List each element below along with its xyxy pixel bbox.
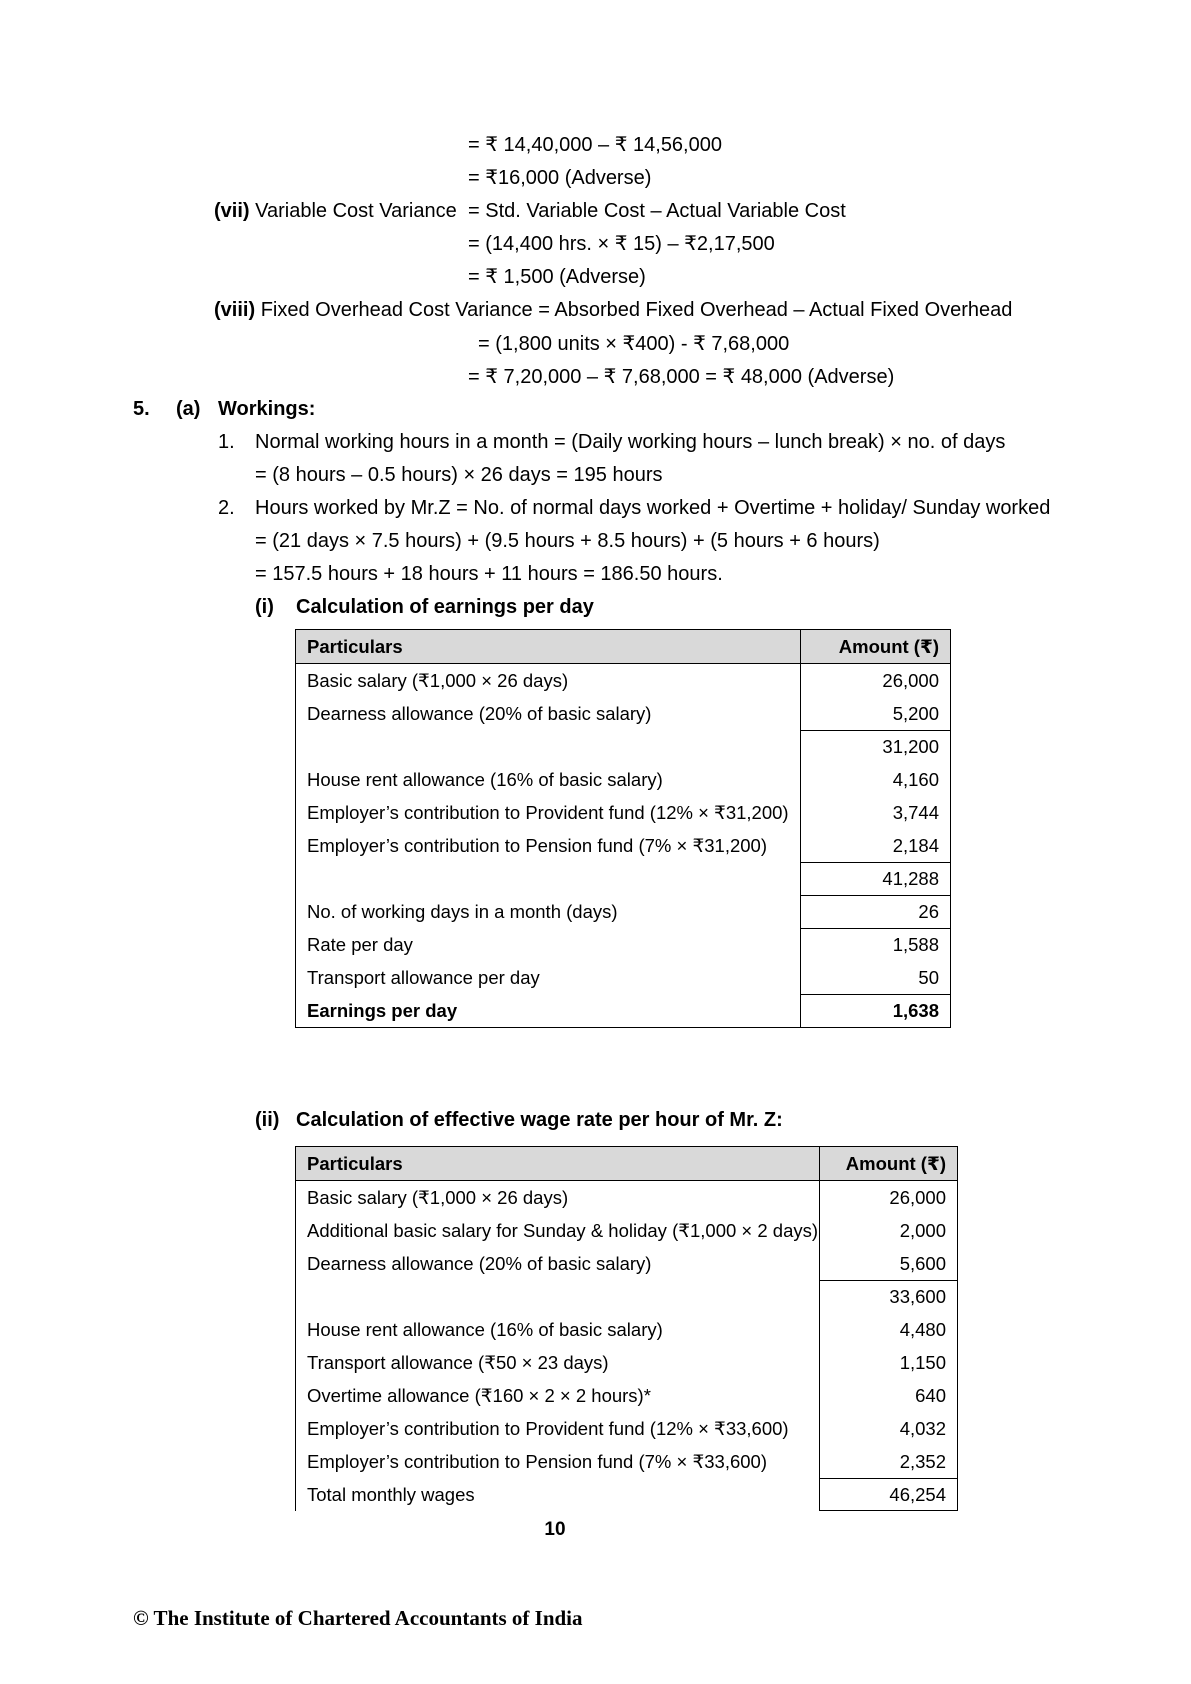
amount-cell: 640: [819, 1379, 957, 1412]
table-row: [296, 1214, 957, 1247]
particulars-cell: House rent allowance (16% of basic salary): [307, 768, 663, 790]
equation-line: = ₹ 14,40,000 – ₹ 14,56,000: [468, 134, 722, 156]
amount-cell: 2,000: [819, 1214, 957, 1247]
table-row: [296, 961, 950, 994]
amount-cell: 26: [800, 895, 950, 928]
table-row: [296, 928, 950, 961]
particulars-cell: Basic salary (₹1,000 × 26 days): [307, 669, 569, 691]
particulars-cell: Transport allowance per day: [307, 966, 540, 988]
subsection-i-title: Calculation of earnings per day: [296, 596, 594, 618]
equation-line: = ₹ 7,20,000 – ₹ 7,68,000 = ₹ 48,000 (Adverse): [468, 366, 895, 388]
item-viii-title: Fixed Overhead Cost Variance = Absorbed Fixed Overhead – Actual Fixed Overhead: [260, 299, 1013, 321]
amount-cell: 2,352: [819, 1445, 957, 1478]
table-row: [296, 664, 950, 697]
amount-cell: 5,600: [819, 1247, 957, 1280]
working-1-line-1: Normal working hours in a month = (Daily working hours – lunch break) × no. of days: [255, 431, 1006, 453]
table-row: [296, 796, 950, 829]
equation-line: = ₹ 1,500 (Adverse): [468, 266, 646, 288]
amount-cell: 5,200: [800, 697, 950, 730]
amount-cell: 50: [800, 961, 950, 994]
particulars-cell: House rent allowance (16% of basic salary): [307, 1318, 663, 1340]
table-header-row: [296, 630, 950, 664]
item-viii-label: [214, 298, 1012, 322]
amount-cell: 41,288: [800, 862, 950, 895]
amount-cell: 3,744: [800, 796, 950, 829]
subsection-i-number: (i): [255, 596, 274, 618]
table-row: [296, 1412, 957, 1445]
particulars-cell: Employer’s contribution to Provident fund (12% × ₹33,600): [307, 1417, 789, 1439]
particulars-header: Particulars: [307, 1152, 403, 1174]
section-subletter: (a): [176, 398, 201, 420]
table-row: [296, 1346, 957, 1379]
amount-cell: 1,588: [800, 928, 950, 961]
particulars-cell: Dearness allowance (20% of basic salary): [307, 702, 652, 724]
copyright-footer: © The Institute of Chartered Accountants of India: [133, 1606, 583, 1630]
table-row: [296, 763, 950, 796]
amount-cell: 1,638: [800, 994, 950, 1027]
particulars-header: Particulars: [307, 635, 403, 657]
working-2-line-2: = (21 days × 7.5 hours) + (9.5 hours + 8.5 hours) + (5 hours + 6 hours): [255, 530, 880, 552]
table-row: [296, 994, 950, 1027]
working-2-number: 2.: [218, 497, 235, 519]
amount-header: Amount (₹): [819, 1147, 957, 1180]
working-2-line-1: Hours worked by Mr.Z = No. of normal days worked + Overtime + holiday/ Sunday worked: [255, 497, 1051, 519]
table-row: [296, 895, 950, 928]
table-row: [296, 862, 950, 895]
equation-line: = Std. Variable Cost – Actual Variable Cost: [468, 200, 846, 222]
particulars-cell: [296, 1280, 819, 1313]
working-2-line-3: = 157.5 hours + 18 hours + 11 hours = 186.50 hours.: [255, 563, 723, 585]
amount-cell: 1,150: [819, 1346, 957, 1379]
amount-cell: 4,480: [819, 1313, 957, 1346]
particulars-cell: Basic salary (₹1,000 × 26 days): [307, 1186, 569, 1208]
equation-line: = ₹16,000 (Adverse): [468, 167, 652, 189]
table-body: [296, 664, 950, 1027]
particulars-cell: Transport allowance (₹50 × 23 days): [307, 1351, 609, 1373]
particulars-cell: Additional basic salary for Sunday & holiday (₹1,000 × 2 days): [307, 1219, 819, 1241]
particulars-cell: Total monthly wages: [307, 1483, 475, 1505]
particulars-cell: Earnings per day: [307, 999, 458, 1021]
table-row: [296, 1280, 957, 1313]
particulars-cell: Overtime allowance (₹160 × 2 × 2 hours)*: [307, 1384, 651, 1406]
earnings-per-day-table: [295, 629, 951, 1028]
working-1-line-2: = (8 hours – 0.5 hours) × 26 days = 195 hours: [255, 464, 663, 486]
particulars-cell: Employer’s contribution to Pension fund (7% × ₹33,600): [307, 1450, 767, 1472]
amount-cell: 46,254: [819, 1478, 957, 1511]
particulars-cell: Rate per day: [307, 933, 413, 955]
item-vii-number: (vii): [214, 200, 250, 222]
working-1-number: 1.: [218, 431, 235, 453]
effective-wage-rate-table: [295, 1146, 958, 1511]
amount-cell: 33,600: [819, 1280, 957, 1313]
particulars-cell: No. of working days in a month (days): [307, 900, 618, 922]
table-row: [296, 1313, 957, 1346]
table-row: [296, 829, 950, 862]
table-row: [296, 1478, 957, 1511]
amount-cell: 2,184: [800, 829, 950, 862]
subsection-ii-title: Calculation of effective wage rate per hour of Mr. Z:: [296, 1109, 783, 1131]
table-body: [296, 1181, 957, 1511]
subsection-ii-number: (ii): [255, 1109, 280, 1131]
item-viii-number: (viii): [214, 299, 256, 321]
amount-header: Amount (₹): [800, 630, 950, 663]
particulars-cell: [296, 862, 800, 895]
item-vii-label: [214, 199, 457, 223]
table-row: [296, 697, 950, 730]
table-row: [296, 730, 950, 763]
table-row: [296, 1181, 957, 1214]
table-row: [296, 1379, 957, 1412]
particulars-cell: Employer’s contribution to Pension fund (7% × ₹31,200): [307, 834, 767, 856]
section-title: Workings:: [218, 398, 316, 420]
particulars-cell: Dearness allowance (20% of basic salary): [307, 1252, 652, 1274]
amount-cell: 26,000: [800, 664, 950, 697]
table-header-row: [296, 1147, 957, 1181]
amount-cell: 26,000: [819, 1181, 957, 1214]
page-number: 10: [544, 1519, 566, 1540]
table-row: [296, 1445, 957, 1478]
equation-line: = (14,400 hrs. × ₹ 15) – ₹2,17,500: [468, 233, 775, 255]
amount-cell: 4,032: [819, 1412, 957, 1445]
equation-line: = (1,800 units × ₹400) - ₹ 7,68,000: [478, 333, 790, 355]
amount-cell: 31,200: [800, 730, 950, 763]
item-vii-title: Variable Cost Variance: [255, 200, 457, 222]
amount-cell: 4,160: [800, 763, 950, 796]
particulars-cell: [296, 730, 800, 763]
section-number: 5.: [133, 398, 150, 420]
table-row: [296, 1247, 957, 1280]
particulars-cell: Employer’s contribution to Provident fund (12% × ₹31,200): [307, 801, 789, 823]
